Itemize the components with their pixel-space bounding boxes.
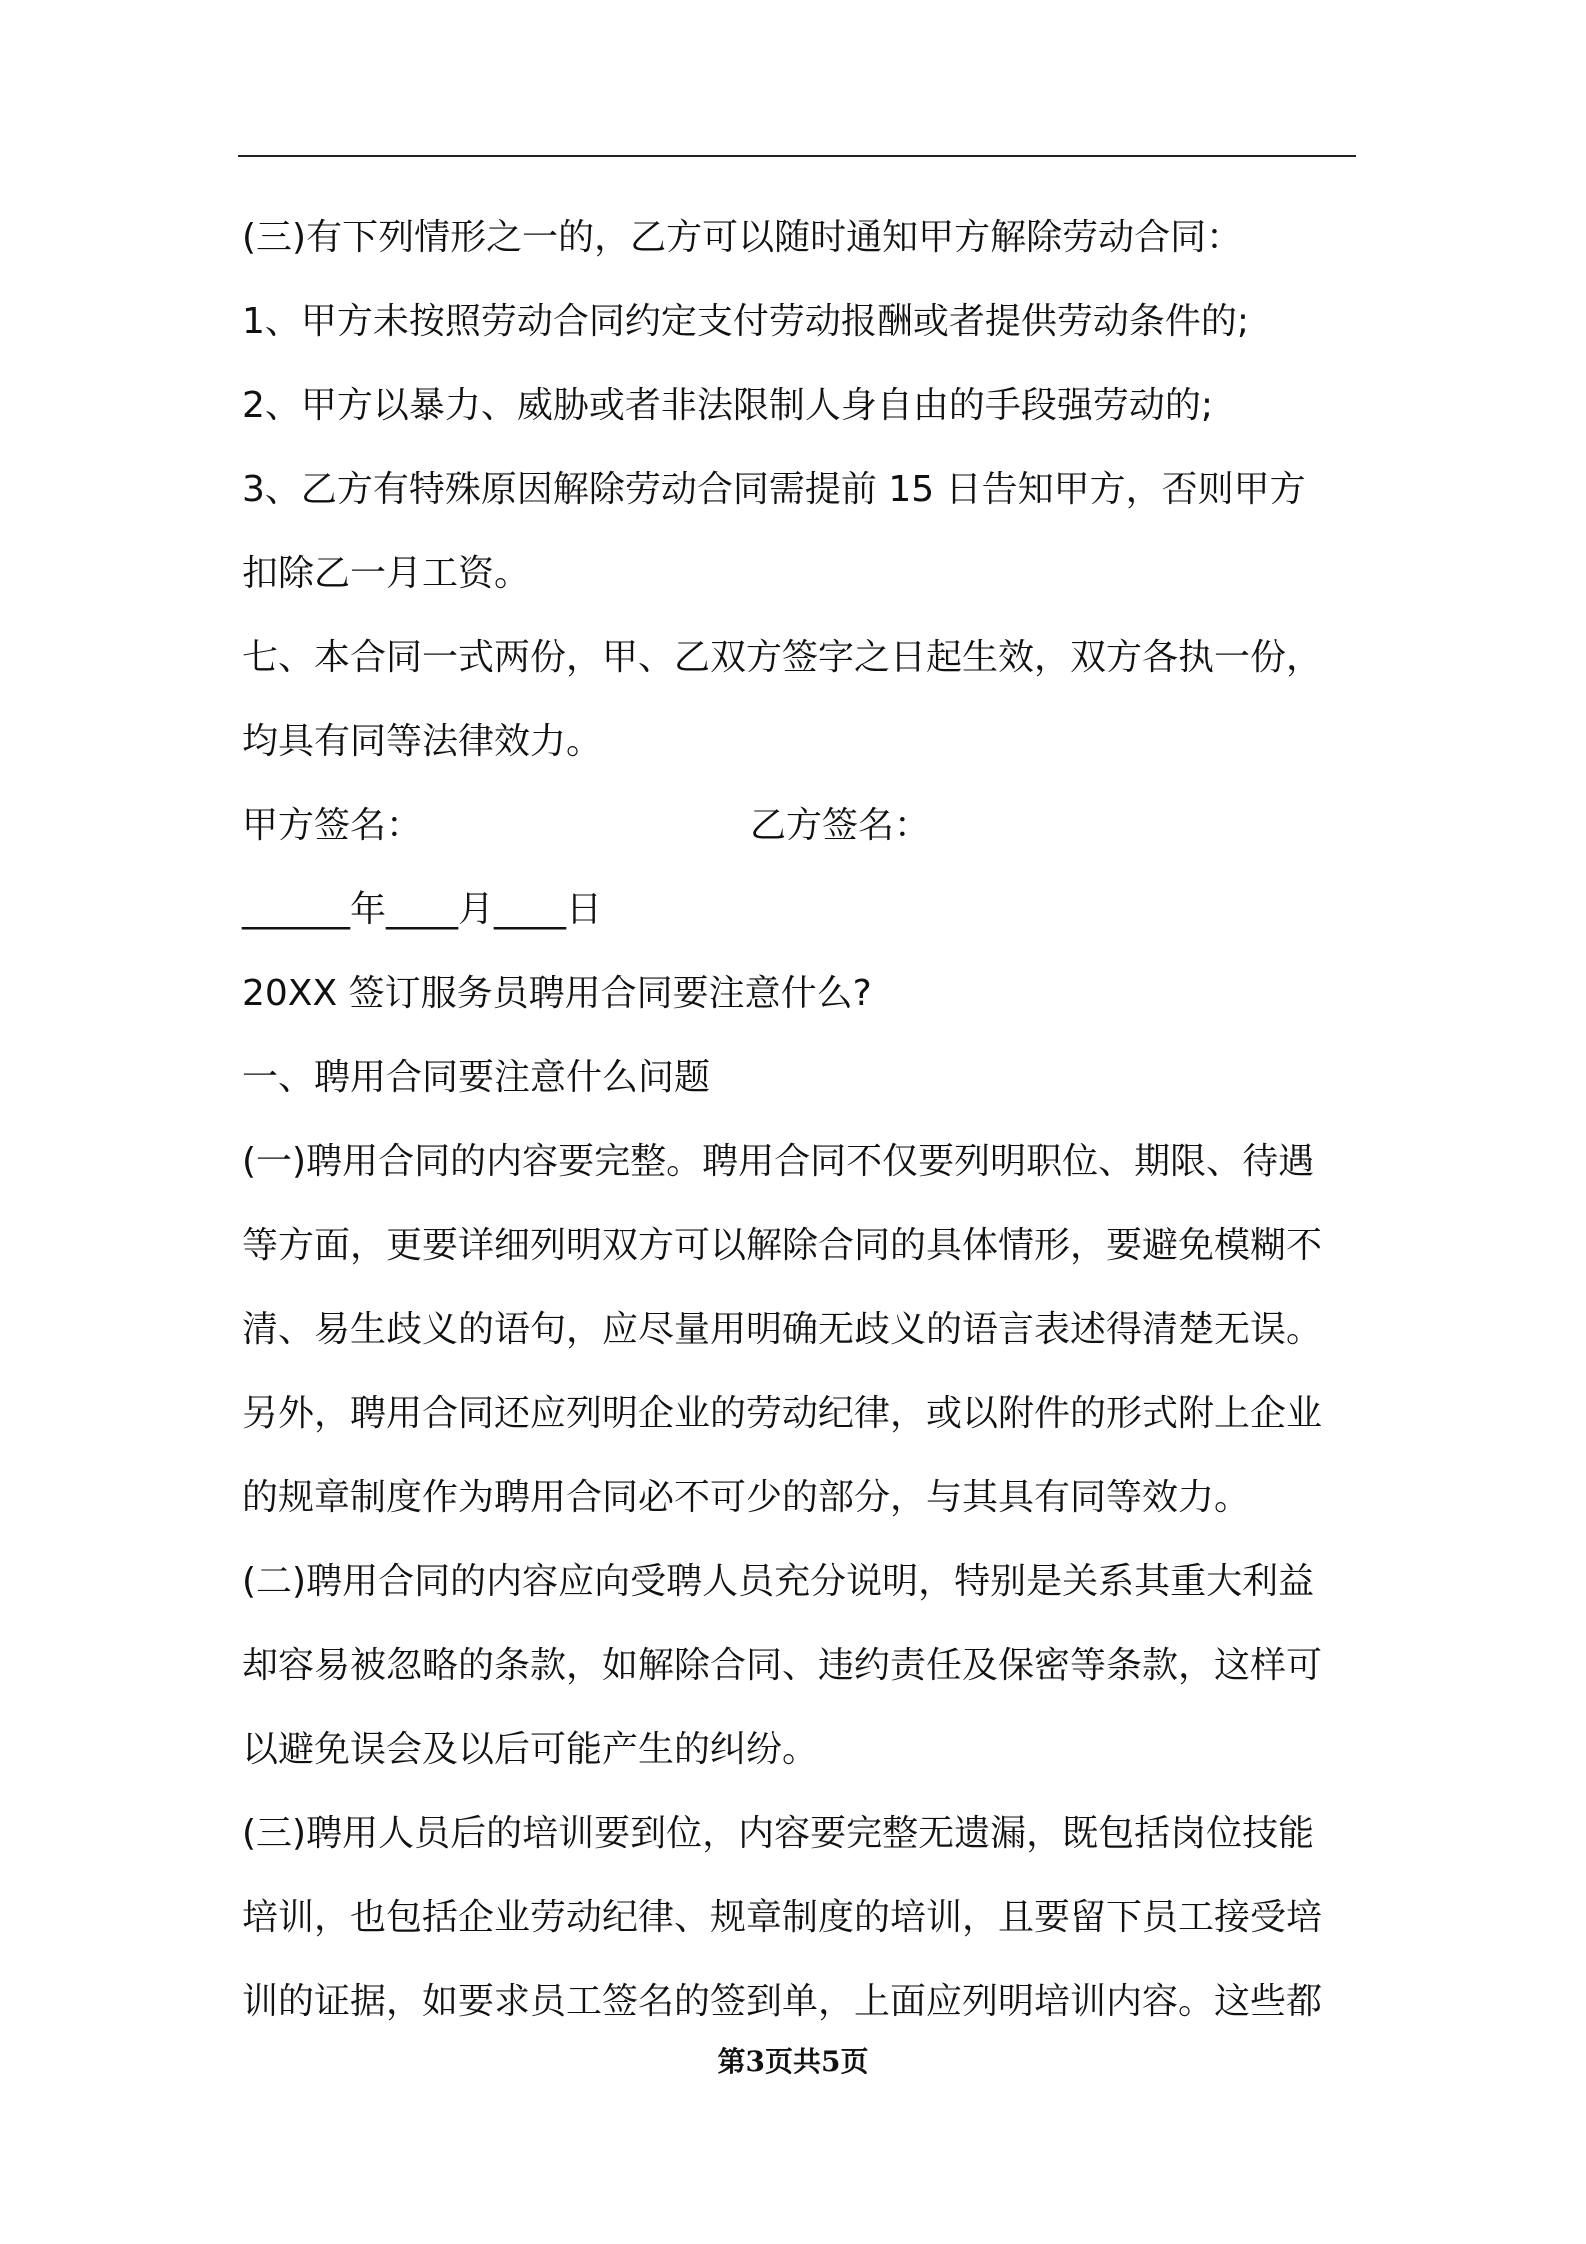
paragraph-line: 清、易生歧义的语句，应尽量用明确无歧义的语言表述得清楚无误。	[242, 1309, 1323, 1350]
party-a-signature-label: 甲方签名：	[242, 805, 423, 846]
paragraph-line: 等方面，更要详细列明双方可以解除合同的具体情形，要避免模糊不	[242, 1225, 1323, 1266]
section-title: 20XX 签订服务员聘用合同要注意什么?	[242, 973, 872, 1014]
signature-row	[242, 784, 1356, 868]
paragraph-line: (三)有下列情形之一的，乙方可以随时通知甲方解除劳动合同：	[242, 217, 1243, 258]
party-b-signature-label: 乙方签名：	[750, 805, 931, 846]
paragraph-line: 扣除乙一月工资。	[242, 553, 531, 594]
paragraph-line: (二)聘用合同的内容应向受聘人员充分说明，特别是关系其重大利益	[242, 1561, 1315, 1602]
paragraph-line: 3、乙方有特殊原因解除劳动合同需提前 15 日告知甲方，否则甲方	[242, 469, 1306, 510]
paragraph-line: 以避免误会及以后可能产生的纠纷。	[242, 1729, 819, 1770]
paragraph-line: 均具有同等法律效力。	[242, 721, 603, 762]
header-rule	[238, 155, 1356, 157]
paragraph-line: (三)聘用人员后的培训要到位，内容要完整无遗漏，既包括岗位技能	[242, 1813, 1315, 1854]
paragraph-line: 训的证据，如要求员工签名的签到单，上面应列明培训内容。这些都	[242, 1981, 1323, 2022]
paragraph-line: 另外，聘用合同还应列明企业的劳动纪律，或以附件的形式附上企业	[242, 1393, 1323, 1434]
paragraph-line: 七、本合同一式两份，甲、乙双方签字之日起生效，双方各执一份，	[242, 637, 1323, 678]
paragraph-line: (一)聘用合同的内容要完整。聘用合同不仅要列明职位、期限、待遇	[242, 1141, 1315, 1182]
date-line: ______年____月____日	[242, 889, 602, 930]
page-number: 第3页共5页	[717, 2045, 869, 2078]
paragraph-line: 1、甲方未按照劳动合同约定支付劳动报酬或者提供劳动条件的;	[242, 301, 1250, 342]
paragraph-line: 培训，也包括企业劳动纪律、规章制度的培训，且要留下员工接受培	[242, 1897, 1323, 1938]
section-heading: 一、聘用合同要注意什么问题	[242, 1057, 711, 1098]
document-body	[242, 196, 1356, 2044]
paragraph-line: 却容易被忽略的条款，如解除合同、违约责任及保密等条款，这样可	[242, 1645, 1323, 1686]
paragraph-line: 2、甲方以暴力、威胁或者非法限制人身自由的手段强劳动的;	[242, 385, 1214, 426]
paragraph-line: 的规章制度作为聘用合同必不可少的部分，与其具有同等效力。	[242, 1477, 1251, 1518]
